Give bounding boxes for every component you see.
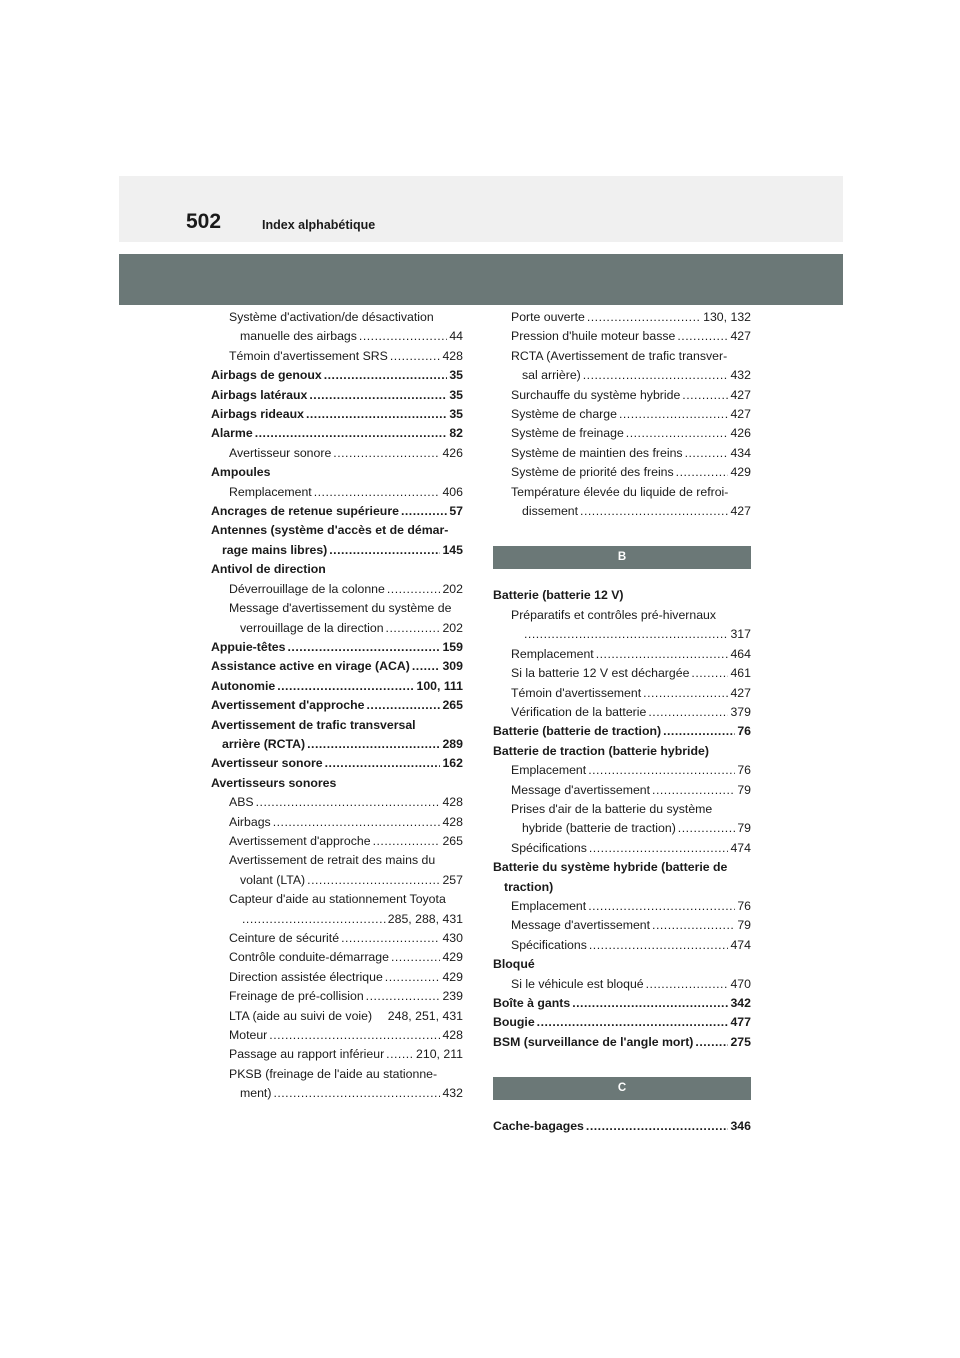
page-reference[interactable]: 427 xyxy=(730,504,751,519)
index-term: Porte ouverte xyxy=(511,310,585,324)
index-entry xyxy=(211,677,463,696)
dot-leader xyxy=(691,664,728,683)
index-term: Cache-bagages xyxy=(493,1119,584,1134)
dot-leader xyxy=(587,308,701,327)
page-reference[interactable]: 432 xyxy=(442,1086,463,1101)
dot-leader xyxy=(256,793,441,812)
dot-leader xyxy=(572,994,728,1013)
index-entry xyxy=(493,483,751,502)
index-entry xyxy=(211,890,463,909)
dot-leader xyxy=(676,463,729,482)
index-entry xyxy=(493,386,751,405)
section-header-c: C xyxy=(493,1077,751,1100)
index-entry xyxy=(493,1117,751,1136)
page-reference[interactable]: 317 xyxy=(730,627,751,642)
index-entry xyxy=(493,819,751,838)
index-term: Avertissement d'approche xyxy=(229,833,371,848)
dot-leader xyxy=(663,722,735,741)
index-term: Freinage de pré-collision xyxy=(229,989,364,1004)
index-entry xyxy=(493,936,751,955)
index-entry xyxy=(211,580,463,599)
index-entry xyxy=(211,444,463,463)
dot-leader xyxy=(695,1033,728,1052)
index-term: Message d'avertissement du système de xyxy=(229,601,452,616)
index-entry xyxy=(493,994,751,1013)
index-entry xyxy=(493,405,751,424)
index-term: verrouillage de la direction xyxy=(240,620,384,635)
page-reference[interactable]: 346 xyxy=(730,1119,751,1134)
dot-leader xyxy=(390,347,441,366)
index-term: Surchauffe du système hybride xyxy=(511,387,681,402)
index-term: manuelle des airbags xyxy=(240,329,357,344)
page-reference[interactable]: 145 xyxy=(442,542,463,557)
page-reference[interactable]: 57 xyxy=(449,504,463,519)
index-term: sal arrière) xyxy=(522,368,581,383)
page-reference[interactable]: 76 xyxy=(737,898,751,913)
index-term: Alarme xyxy=(211,426,253,441)
dot-leader xyxy=(619,405,729,424)
index-list-a-continued xyxy=(493,308,751,521)
index-term: Antennes (système d'accès et de démar- xyxy=(211,523,449,538)
page-reference[interactable]: 309 xyxy=(442,659,463,674)
page-reference[interactable]: 202 xyxy=(442,620,463,635)
dot-leader xyxy=(359,327,447,346)
index-term: Airbags latéraux xyxy=(211,387,308,402)
page-reference[interactable]: 470 xyxy=(730,976,751,991)
index-entry xyxy=(211,541,463,560)
index-term: BSM (surveillance de l'angle mort) xyxy=(493,1034,694,1049)
index-entry xyxy=(493,308,751,327)
dot-leader xyxy=(309,386,447,405)
index-entry xyxy=(211,521,463,540)
dot-leader xyxy=(333,444,440,463)
index-entry xyxy=(211,832,463,851)
index-entry xyxy=(493,761,751,780)
index-entry xyxy=(493,742,751,761)
page-reference[interactable]: 432 xyxy=(730,368,751,383)
index-term: hybride (batterie de traction) xyxy=(522,821,676,836)
index-term: Airbags rideaux xyxy=(211,407,304,422)
dot-leader xyxy=(646,975,729,994)
dot-leader xyxy=(269,1026,440,1045)
index-entry xyxy=(211,424,463,443)
index-term: traction) xyxy=(504,879,554,894)
index-entry xyxy=(211,793,463,812)
page-reference[interactable]: 427 xyxy=(730,685,751,700)
dot-leader xyxy=(586,1117,729,1136)
index-term: Batterie (batterie 12 V) xyxy=(493,588,624,603)
index-term: Système de priorité des freins xyxy=(511,465,674,480)
index-term: ABS xyxy=(229,795,254,810)
dot-leader xyxy=(366,987,441,1006)
dot-leader xyxy=(589,936,729,955)
index-column-right xyxy=(493,308,751,1137)
page-reference[interactable]: 406 xyxy=(442,484,463,499)
page-reference[interactable]: 35 xyxy=(449,368,463,383)
index-term: ment) xyxy=(240,1086,272,1101)
index-term: Ceinture de sécurité xyxy=(229,931,340,945)
dot-leader xyxy=(385,968,441,987)
page-reference[interactable]: 248, 251, 431 xyxy=(387,1008,463,1023)
index-term: Témoin d'avertissement xyxy=(511,685,642,700)
index-entry xyxy=(493,424,751,443)
index-term: Message d'avertissement xyxy=(511,782,651,797)
index-entry xyxy=(211,638,463,657)
index-term: Déverrouillage de la colonne xyxy=(229,581,385,596)
index-entry xyxy=(493,347,751,366)
index-term: Emplacement xyxy=(511,763,587,778)
dot-leader xyxy=(583,366,729,385)
index-entry xyxy=(493,839,751,858)
index-term: Assistance active en virage (ACA) xyxy=(211,659,410,674)
index-entry xyxy=(211,405,463,424)
dot-leader xyxy=(412,657,441,676)
index-term: Avertissement de retrait des mains du xyxy=(229,853,436,868)
index-term: Température élevée du liquide de refroi- xyxy=(511,484,729,499)
index-term: Direction assistée électrique xyxy=(229,969,383,984)
index-entry xyxy=(493,916,751,935)
index-term: Bougie xyxy=(493,1015,535,1030)
index-entry xyxy=(493,955,751,974)
index-list-c xyxy=(493,1117,751,1136)
index-entry xyxy=(493,1013,751,1032)
page-reference[interactable]: 265 xyxy=(442,698,463,713)
page-reference[interactable]: 379 xyxy=(730,704,751,719)
dot-leader xyxy=(307,735,440,754)
dot-leader xyxy=(537,1013,729,1032)
page-reference[interactable]: 44 xyxy=(449,329,463,344)
dot-leader xyxy=(588,897,735,916)
index-entry xyxy=(211,948,463,967)
index-term: Système de maintien des freins xyxy=(511,445,683,460)
dot-leader xyxy=(589,839,729,858)
index-entry xyxy=(211,463,463,482)
index-term: Avertissement d'approche xyxy=(211,698,365,713)
index-term: Si le véhicule est bloqué xyxy=(511,976,644,991)
index-term: Boîte à gants xyxy=(493,996,571,1010)
index-entry xyxy=(211,968,463,987)
index-entry xyxy=(211,1065,463,1084)
page-reference[interactable]: 461 xyxy=(730,666,751,681)
index-entry xyxy=(211,1084,463,1103)
page-reference[interactable]: 428 xyxy=(442,348,463,363)
index-term: rage mains libres) xyxy=(222,542,328,557)
index-term: Spécifications xyxy=(511,937,587,952)
index-entry xyxy=(211,347,463,366)
index-entry xyxy=(493,1033,751,1052)
index-entry xyxy=(211,987,463,1006)
index-term: Passage au rapport inférieur xyxy=(229,1047,385,1062)
index-entry xyxy=(493,722,751,741)
page-reference[interactable]: 427 xyxy=(730,387,751,402)
dot-leader xyxy=(386,1045,414,1064)
index-entry xyxy=(211,657,463,676)
index-entry xyxy=(493,606,751,625)
index-entry xyxy=(493,463,751,482)
dot-leader xyxy=(596,645,729,664)
page-reference[interactable]: 79 xyxy=(737,782,751,797)
index-entry xyxy=(493,781,751,800)
index-entry xyxy=(493,502,751,521)
index-term: Préparatifs et contrôles pré-hivernaux xyxy=(511,607,717,622)
index-entry xyxy=(211,910,463,929)
dot-leader xyxy=(373,832,441,851)
page-reference[interactable]: 427 xyxy=(730,407,751,422)
page-reference[interactable]: 427 xyxy=(730,329,751,344)
dot-leader xyxy=(588,761,735,780)
page-reference[interactable]: 342 xyxy=(730,996,751,1010)
index-term: volant (LTA) xyxy=(240,872,306,887)
index-entry xyxy=(211,308,463,327)
page-reference[interactable]: 428 xyxy=(442,814,463,829)
dot-leader xyxy=(652,916,735,935)
page-reference[interactable]: 289 xyxy=(442,736,463,751)
index-entry xyxy=(211,813,463,832)
index-term: Prises d'air de la batterie du système xyxy=(511,801,713,816)
index-term: Capteur d'aide au stationnement Toyota xyxy=(229,892,446,907)
index-term: Batterie du système hybride (batterie de xyxy=(493,860,728,875)
dot-leader xyxy=(341,929,440,948)
index-term: Bloqué xyxy=(493,957,535,972)
page-reference[interactable]: 275 xyxy=(730,1034,751,1049)
dot-leader xyxy=(242,910,386,929)
index-term: dissement xyxy=(522,504,579,519)
index-term: Appuie-têtes xyxy=(211,639,286,654)
index-term: Moteur xyxy=(229,1028,268,1043)
index-entry xyxy=(211,599,463,618)
page-reference[interactable]: 35 xyxy=(449,407,463,422)
page-reference[interactable]: 257 xyxy=(442,872,463,887)
dot-leader xyxy=(273,1084,440,1103)
index-term: Batterie (batterie de traction) xyxy=(493,724,662,739)
dot-leader xyxy=(277,677,414,696)
index-entry xyxy=(211,502,463,521)
dot-leader xyxy=(386,619,441,638)
index-entry xyxy=(211,754,463,773)
dot-leader xyxy=(401,502,447,521)
dot-leader xyxy=(682,386,728,405)
index-term: Si la batterie 12 V est déchargée xyxy=(511,666,690,681)
page-reference[interactable]: 429 xyxy=(442,950,463,965)
index-entry xyxy=(493,645,751,664)
index-entry xyxy=(211,1007,463,1026)
dot-leader xyxy=(580,502,728,521)
page-reference[interactable]: 285, 288, 431 xyxy=(387,911,463,926)
dot-leader xyxy=(677,327,728,346)
header-strip xyxy=(119,176,843,242)
dot-leader xyxy=(329,541,440,560)
header-band xyxy=(119,254,843,305)
index-entry xyxy=(493,897,751,916)
index-term: Remplacement xyxy=(229,484,312,499)
page-reference[interactable]: 82 xyxy=(449,426,463,441)
index-term: arrière (RCTA) xyxy=(222,736,306,751)
page-reference[interactable]: 239 xyxy=(442,989,463,1004)
page-reference[interactable]: 76 xyxy=(737,724,751,739)
page-number: 502 xyxy=(186,210,222,233)
index-entry xyxy=(211,735,463,754)
dot-leader xyxy=(325,754,441,773)
page-reference[interactable]: 430 xyxy=(442,931,463,945)
index-term: Airbags xyxy=(229,814,271,829)
index-term: Avertisseurs sonores xyxy=(211,775,337,790)
index-entry xyxy=(493,975,751,994)
index-term: Ancrages de retenue supérieure xyxy=(211,504,399,519)
index-term: PKSB (freinage de l'aide au stationne- xyxy=(229,1066,438,1081)
page-reference[interactable]: 162 xyxy=(442,756,463,771)
index-term: Système de freinage xyxy=(511,426,624,441)
page-reference[interactable]: 159 xyxy=(442,639,463,654)
page-reference[interactable]: 202 xyxy=(442,581,463,596)
dot-leader xyxy=(678,819,736,838)
index-term: Autonomie xyxy=(211,678,276,693)
dot-leader xyxy=(643,684,728,703)
page-reference[interactable]: 76 xyxy=(737,763,751,778)
page-reference[interactable]: 426 xyxy=(730,426,751,441)
dot-leader xyxy=(307,871,440,890)
page-reference[interactable]: 210, 211 xyxy=(416,1047,463,1062)
index-term: Contrôle conduite-démarrage xyxy=(229,950,389,965)
index-entry xyxy=(211,929,463,948)
page-reference[interactable]: 474 xyxy=(730,840,751,855)
index-entry xyxy=(211,696,463,715)
dot-leader xyxy=(648,703,728,722)
index-entry xyxy=(493,878,751,897)
index-entry xyxy=(211,871,463,890)
section-header-b: B xyxy=(493,546,751,569)
index-entry xyxy=(493,684,751,703)
index-term: Vérification de la batterie xyxy=(511,704,647,719)
index-entry xyxy=(211,483,463,502)
page-reference[interactable]: 429 xyxy=(442,969,463,984)
index-entry xyxy=(211,386,463,405)
page-reference[interactable]: 477 xyxy=(730,1015,751,1030)
page-reference[interactable]: 428 xyxy=(442,795,463,810)
index-term: Avertissement de trafic transversal xyxy=(211,717,416,732)
index-column-left xyxy=(211,308,463,1104)
index-term: Message d'avertissement xyxy=(511,918,651,933)
index-term: Ampoules xyxy=(211,465,271,480)
index-entry xyxy=(211,366,463,385)
dot-leader xyxy=(367,696,441,715)
dot-leader xyxy=(391,948,441,967)
page-reference[interactable]: 79 xyxy=(737,918,751,933)
index-entry xyxy=(493,444,751,463)
index-term: Batterie de traction (batterie hybride) xyxy=(493,743,709,758)
index-entry xyxy=(493,664,751,683)
index-entry xyxy=(493,858,751,877)
index-list-b xyxy=(493,586,751,1052)
index-entry xyxy=(211,851,463,870)
index-entry xyxy=(211,1026,463,1045)
page-reference[interactable]: 426 xyxy=(442,445,463,460)
dot-leader xyxy=(626,424,729,443)
dot-leader xyxy=(287,638,440,657)
page-reference[interactable]: 100, 111 xyxy=(416,678,463,693)
index-term: Remplacement xyxy=(511,646,594,661)
index-term: RCTA (Avertissement de trafic transver- xyxy=(511,348,728,363)
dot-leader xyxy=(314,483,441,502)
dot-leader xyxy=(273,813,441,832)
index-entry xyxy=(493,586,751,605)
index-term: Airbags de genoux xyxy=(211,368,322,383)
index-entry xyxy=(493,366,751,385)
index-term: Système d'activation/de désactivation xyxy=(229,310,434,324)
index-term: Antivol de direction xyxy=(211,562,326,577)
index-term: Système de charge xyxy=(511,407,617,422)
dot-leader xyxy=(685,444,729,463)
page-reference[interactable]: 130, 132 xyxy=(703,310,751,324)
page-reference[interactable]: 464 xyxy=(730,646,751,661)
index-term: Pression d'huile moteur basse xyxy=(511,329,676,344)
dot-leader xyxy=(524,625,728,644)
index-entry xyxy=(211,1045,463,1064)
page-title: Index alphabétique xyxy=(262,218,376,232)
page-reference[interactable]: 79 xyxy=(737,821,751,836)
index-entry xyxy=(211,327,463,346)
page-reference[interactable]: 429 xyxy=(730,465,751,480)
index-term: Spécifications xyxy=(511,840,587,855)
dot-leader xyxy=(255,424,448,443)
page-reference[interactable]: 35 xyxy=(449,387,463,402)
index-term: Emplacement xyxy=(511,898,587,913)
index-entry xyxy=(211,774,463,793)
page-reference[interactable]: 265 xyxy=(442,833,463,848)
index-entry xyxy=(493,800,751,819)
page-reference[interactable]: 428 xyxy=(442,1028,463,1043)
dot-leader xyxy=(324,366,448,385)
page-reference[interactable]: 434 xyxy=(730,445,751,460)
page-reference[interactable]: 474 xyxy=(730,937,751,952)
index-entry xyxy=(493,625,751,644)
dot-leader xyxy=(387,580,441,599)
index-term: Témoin d'avertissement SRS xyxy=(229,348,388,363)
index-term: Avertisseur sonore xyxy=(211,756,323,771)
index-entry xyxy=(493,327,751,346)
index-entry xyxy=(211,560,463,579)
dot-leader xyxy=(306,405,447,424)
index-entry xyxy=(211,619,463,638)
index-term: LTA (aide au suivi de voie) xyxy=(229,1008,373,1023)
index-entry xyxy=(493,703,751,722)
index-entry xyxy=(211,716,463,735)
dot-leader xyxy=(652,781,735,800)
index-term: Avertisseur sonore xyxy=(229,445,332,460)
